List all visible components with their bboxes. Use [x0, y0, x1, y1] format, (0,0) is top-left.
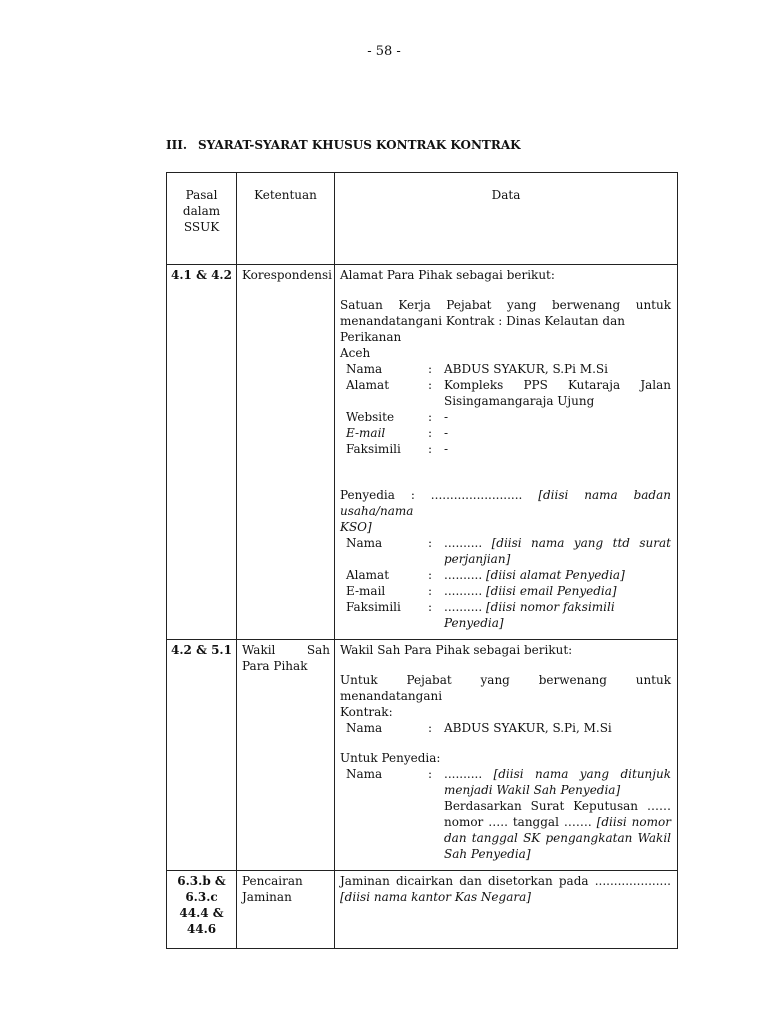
penyedia-nama: Nama : .......... [diisi nama yang ditunjuk menjadi Wakil Sah Penyedia] Berdasarkan Surat Keputusan …… nomor ….. tanggal ……. [diisi nomor dan tanggal SK pengangkatan Wakil Sah Penyedia] — [340, 766, 671, 862]
field-note: [diisi nama yang ditunjuk — [493, 767, 671, 781]
data-cell — [335, 640, 678, 871]
pasal-line: 44.4 & — [179, 906, 224, 920]
field-dots: .......... — [444, 536, 483, 550]
pasal-cell: 4.2 & 5.1 — [167, 640, 237, 871]
ketentuan-line-2: Para Pihak — [242, 659, 308, 673]
pejabat-website: Website : - — [340, 409, 671, 425]
section-number: III. — [166, 138, 188, 152]
field-value: - — [444, 426, 449, 440]
pasal-line: 6.3.c — [185, 890, 218, 904]
field-label: Faksimili — [346, 442, 401, 456]
field-label: Nama — [346, 362, 383, 376]
field-note: menjadi Wakil Sah Penyedia] — [444, 783, 621, 797]
field-label: E-mail — [346, 426, 386, 440]
field-label: Nama — [346, 721, 383, 735]
satuan-line-2: menandatangani Kontrak : Dinas Kelautan dan Perikanan — [340, 314, 625, 344]
penyedia-alamat: Alamat : .......... [diisi alamat Penyedia] — [340, 567, 671, 583]
penyedia-nama: Nama : .......... [diisi nama yang ttd surat perjanjian] — [340, 535, 671, 567]
section-title: SYARAT-SYARAT KHUSUS KONTRAK KONTRAK — [198, 138, 521, 152]
field-label: E-mail — [346, 584, 386, 598]
field-label: Nama — [346, 767, 383, 781]
table-row-wakil-sah — [167, 640, 678, 871]
satuan-line-1: Satuan Kerja Pejabat yang berwenang untuk — [340, 298, 671, 312]
penyedia-note: [diisi nama badan usaha/nama — [340, 488, 671, 518]
pejabat-alamat: Alamat : Kompleks PPS Kutaraja Jalan Sisingamangaraja Ujung — [340, 377, 671, 409]
field-value: - — [444, 410, 449, 424]
header-ketentuan: Ketentuan — [237, 173, 335, 265]
data-cell — [335, 871, 678, 949]
page-number: - 58 - — [367, 44, 401, 59]
field-note: [diisi email Penyedia] — [485, 584, 617, 598]
sk-line-1: Berdasarkan Surat Keputusan …… — [444, 799, 671, 813]
sk-line-2: nomor ….. tanggal ……. — [444, 815, 592, 829]
pejabat-line-2: Kontrak: — [340, 705, 393, 719]
penyedia-prefix: Penyedia : ........................ — [340, 488, 523, 502]
pasal-cell: 4.1 & 4.2 — [167, 265, 237, 640]
penyedia-title: Untuk Penyedia: — [340, 751, 441, 765]
pasal-line: 6.3.b & — [177, 874, 226, 888]
table-header-row — [167, 173, 678, 265]
pejabat-line-1: Untuk Pejabat yang berwenang untuk menandatangani — [340, 673, 671, 703]
section-heading — [166, 138, 521, 152]
intro-text: Alamat Para Pihak sebagai berikut: — [340, 268, 555, 282]
header-pasal: Pasal dalam SSUK — [167, 173, 237, 265]
field-dots: .......... — [444, 767, 483, 781]
intro-text: Wakil Sah Para Pihak sebagai berikut: — [340, 643, 573, 657]
field-label: Alamat — [346, 378, 390, 392]
field-value: ABDUS SYAKUR, S.Pi, M.Si — [444, 721, 612, 735]
table-row-korespondensi — [167, 265, 678, 640]
pejabat-email: E-mail : - — [340, 425, 671, 441]
pejabat-nama: Nama : ABDUS SYAKUR, S.Pi, M.Si — [340, 720, 671, 736]
ssuk-table — [166, 172, 678, 949]
field-note: [diisi nomor faksimili Penyedia] — [444, 600, 615, 630]
field-note: [diisi alamat Penyedia] — [485, 568, 625, 582]
field-value: ABDUS SYAKUR, S.Pi M.Si — [444, 362, 608, 376]
ketentuan-cell — [237, 640, 335, 871]
field-note: [diisi nama yang ttd surat — [491, 536, 671, 550]
penyedia-note-2: KSO] — [340, 520, 372, 534]
field-label: Faksimili — [346, 600, 401, 614]
pasal-cell — [167, 871, 237, 949]
field-value: - — [444, 442, 449, 456]
field-dots: .......... — [444, 568, 483, 582]
jaminan-line: Jaminan dicairkan dan disetorkan pada .................... — [340, 874, 671, 888]
field-label: Nama — [346, 536, 383, 550]
data-cell — [335, 265, 678, 640]
ketentuan-line-1: Wakil Sah — [242, 643, 330, 657]
satuan-line-3: Aceh — [340, 346, 371, 360]
ketentuan-line-2: Jaminan — [242, 890, 292, 904]
penyedia-faksimili: Faksimili : .......... [diisi nomor faksimili Penyedia] — [340, 599, 671, 631]
pasal-line: 44.6 — [186, 922, 217, 936]
table-row-pencairan-jaminan — [167, 871, 678, 949]
sk-note: Sah Penyedia] — [444, 847, 531, 861]
penyedia-line — [340, 487, 671, 519]
field-dots: .......... — [444, 600, 483, 614]
ketentuan-cell: Korespondensi — [237, 265, 335, 640]
field-note: perjanjian] — [444, 552, 511, 566]
field-label: Website — [346, 410, 395, 424]
pejabat-faksimili: Faksimili : - — [340, 441, 671, 457]
ketentuan-cell — [237, 871, 335, 949]
sk-note: [diisi nomor — [596, 815, 671, 829]
ketentuan-line-1: Pencairan — [242, 874, 303, 888]
jaminan-note: [diisi nama kantor Kas Negara] — [340, 890, 531, 904]
field-label: Alamat — [346, 568, 390, 582]
header-data: Data — [335, 173, 678, 265]
pejabat-nama: Nama : ABDUS SYAKUR, S.Pi M.Si — [340, 361, 671, 377]
field-dots: .......... — [444, 584, 483, 598]
field-value: Sisingamangaraja Ujung — [444, 394, 595, 408]
sk-note: dan tanggal SK pengangkatan Wakil — [444, 831, 671, 845]
field-value: Kompleks PPS Kutaraja Jalan — [444, 378, 671, 392]
penyedia-email: E-mail : .......... [diisi email Penyedia] — [340, 583, 671, 599]
